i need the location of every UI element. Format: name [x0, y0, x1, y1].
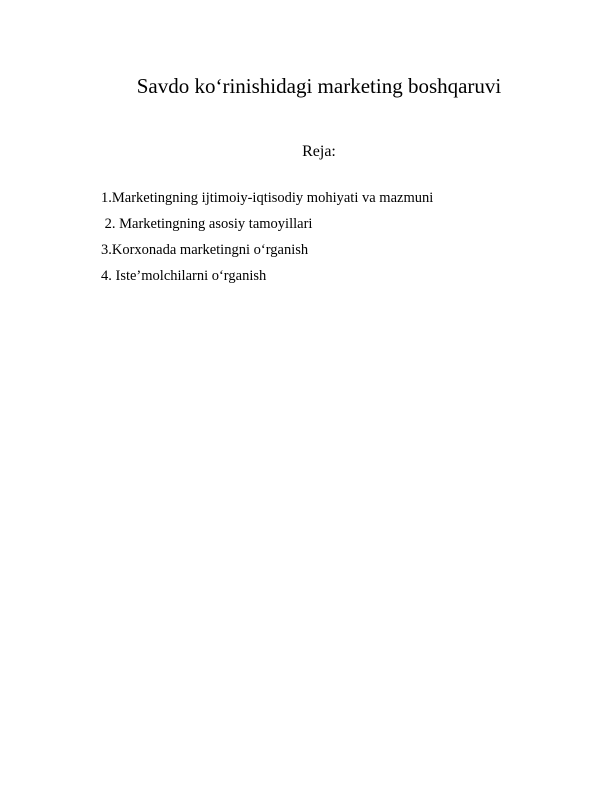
- plan-item: 2. Marketingning asosiy tamoyillari: [101, 216, 313, 232]
- plan-item: 4. Iste’molchilarni o‘rganish: [101, 268, 267, 284]
- plan-list: [101, 185, 433, 289]
- plan-item: 1.Marketingning ijtimoiy-iqtisodiy mohiyati va mazmuni: [101, 190, 434, 206]
- plan-item: 3.Korxonada marketingni o‘rganish: [101, 242, 309, 258]
- plan-heading: Reja:: [302, 143, 336, 160]
- document-title: Savdo ko‘rinishidagi marketing boshqaruvi: [136, 74, 502, 98]
